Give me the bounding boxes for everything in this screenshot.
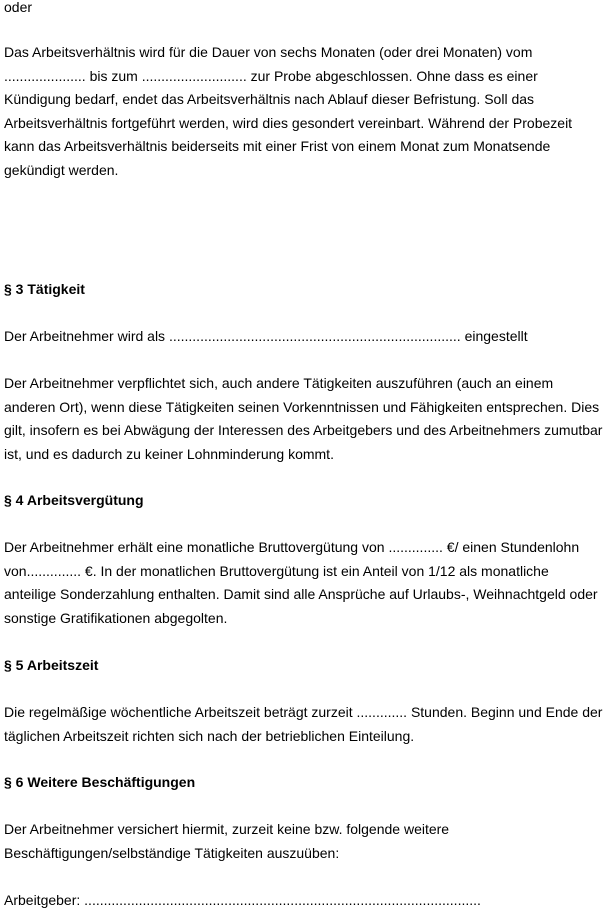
section-4-heading: § 4 Arbeitsvergütung [4,492,144,508]
section-3-paragraph-1: Der Arbeitnehmer wird als ........................................................................... eingestellt [4,328,528,344]
section-5-paragraph-1: Die regelmäßige wöchentliche Arbeitszeit beträgt zurzeit ............. Stunden. Beginn und Ende der täglichen Arbeitszeit richten sich nach der betrieblichen Einteilung. [4,704,603,744]
section-3-paragraph-2: Der Arbeitnehmer verpflichtet sich, auch andere Tätigkeiten auszuführen (auch an einem anderen Ort), wenn diese Tätigkeiten seinen Vorkenntnissen und Fähigkeiten entsprechen. Dies gilt, insofern es bei Abwägung der Interessen des Arbeitgebers und des Arbeitnehmers zumutbar ist, und es dadurch zu keiner Lohnminderung kommt. [4,375,603,462]
section-6-paragraph-1: Der Arbeitnehmer versichert hiermit, zurzeit keine bzw. folgende weitere Beschäftigungen/selbständige Tätigkeiten auszuüben: [4,821,450,861]
section-6-heading: § 6 Weitere Beschäftigungen [4,774,196,790]
section-3-heading: § 3 Tätigkeit [4,281,85,297]
section-5-heading: § 5 Arbeitszeit [4,657,99,673]
probation-paragraph: Das Arbeitsverhältnis wird für die Dauer von sechs Monaten (oder drei Monaten) vom ..................... bis zum ........................... zur Probe abgeschlossen. Ohne dass es einer Kündigung bedarf, endet das Arbeitsverhältnis nach Ablauf dieser Befristung. Soll das Arbeitsverhältnis fortgeführt werden, wird dies gesondert vereinbart. Während der Probezeit kann das Arbeitsverhältnis beiderseits mit einer Frist von einem Monat zum Monatsende gekündigt werden. [4,44,573,178]
employer-signature-line: Arbeitgeber: ...................................................................................................... [4,892,481,908]
intro-word: oder [4,0,33,15]
section-4-paragraph-1: Der Arbeitnehmer erhält eine monatliche Bruttovergütung von .............. €/ einen Stundenlohn von.............. €. In der monatlichen Bruttovergütung ist ein Anteil von 1/12 als monatliche anteilige Sonderzahlung enthalten. Damit sind alle Ansprüche auf Urlaubs-, Weihnachtgeld oder sonstige Gratifikationen abgegolten. [4,539,598,626]
